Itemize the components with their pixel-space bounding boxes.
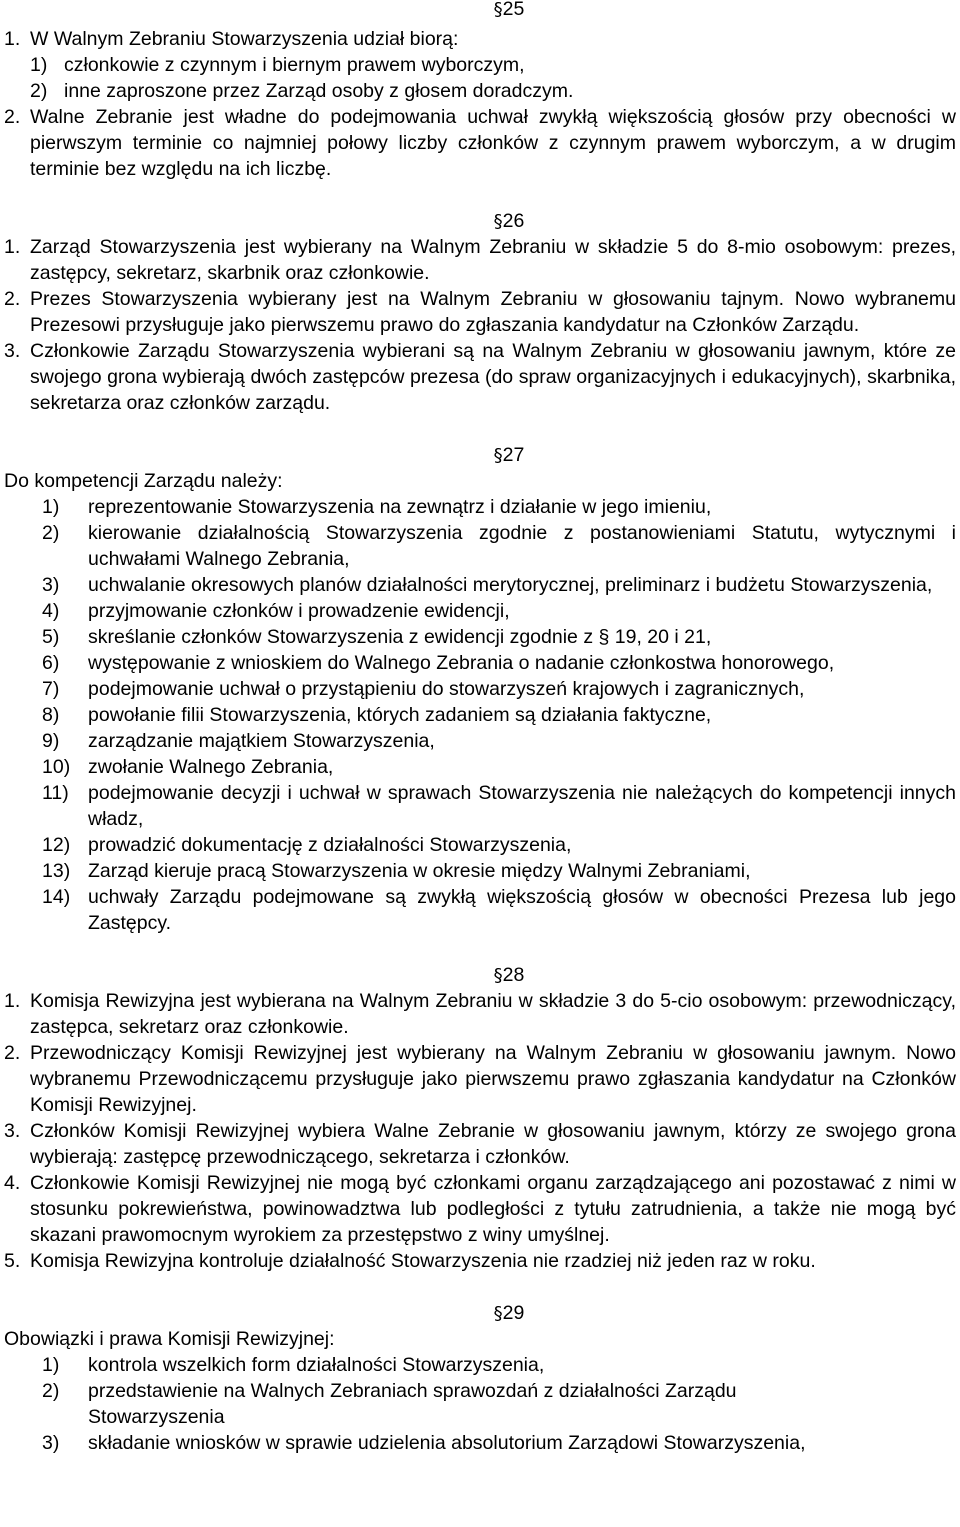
list-item-27-11	[4, 780, 956, 832]
section-heading-27	[4, 442, 956, 468]
paragraph-number: 1.	[4, 28, 21, 50]
list-item-27-5	[4, 624, 956, 650]
list-item-text: prowadzić dokumentację z działalności Stowarzyszenia,	[88, 834, 572, 856]
paragraph-26-3	[4, 338, 956, 416]
list-item-text: podejmowanie uchwał o przystąpieniu do stowarzyszeń krajowych i zagranicznych,	[88, 678, 805, 700]
list-item-27-1	[4, 494, 956, 520]
list-item-number: 9)	[42, 730, 60, 752]
paragraph-number: 3.	[4, 1120, 21, 1142]
paragraph-number: 2.	[4, 106, 21, 128]
list-item-number: 8)	[42, 704, 60, 726]
paragraph-26-2	[4, 286, 956, 338]
list-item-27-4	[4, 598, 956, 624]
paragraph-text: Zarząd Stowarzyszenia jest wybierany na Walnym Zebraniu w składzie 5 do 8-mio osobowym: prezes, zastępcy, sekretarz, skarbnik oraz członkowie.	[30, 236, 956, 284]
section-symbol: §	[493, 1303, 503, 1324]
section-number: 28	[502, 964, 525, 986]
list-item-27-6	[4, 650, 956, 676]
paragraph-number: 5.	[4, 1250, 21, 1272]
list-item-27-3	[4, 572, 956, 598]
list-item-number: 1)	[30, 54, 48, 76]
section-intro-29: Obowiązki i prawa Komisji Rewizyjnej:	[4, 1328, 335, 1350]
section-symbol: §	[493, 211, 503, 232]
list-item-27-2	[4, 520, 956, 572]
list-item-text: zwołanie Walnego Zebrania,	[88, 756, 334, 778]
list-item-text: reprezentowanie Stowarzyszenia na zewnątrz i działanie w jego imieniu,	[88, 496, 712, 518]
section-number: 27	[502, 444, 525, 466]
section-number: 25	[502, 0, 525, 20]
list-item-text: podejmowanie decyzji i uchwał w sprawach Stowarzyszenia nie należących do kompetencji innych władz,	[88, 782, 956, 830]
list-item-29-3	[4, 1430, 956, 1456]
section-intro-27: Do kompetencji Zarządu należy:	[4, 470, 283, 492]
paragraph-number: 1.	[4, 990, 21, 1012]
paragraph-28-5	[4, 1248, 956, 1274]
list-item-number: 3)	[42, 1432, 60, 1454]
list-item-number: 13)	[42, 860, 71, 882]
paragraph-text: Prezes Stowarzyszenia wybierany jest na Walnym Zebraniu w głosowaniu tajnym. Nowo wybranemu Prezesowi przysługuje jako pierwszemu prawo do zgłaszania kandydatur na Członków Zarządu.	[30, 288, 956, 336]
section-heading-25	[4, 0, 956, 26]
paragraph-text: Członkowie Komisji Rewizyjnej nie mogą być członkami organu zarządzającego ani pozostawać z nimi w stosunku pokrewieństwa, powinowadztwa lub podległości z tytułu zatrudnienia, a także nie mogą być skazani prawomocnym wyrokiem za przestępstwo z winy umyślnej.	[30, 1172, 956, 1246]
list-item-text: przyjmowanie członków i prowadzenie ewidencji,	[88, 600, 510, 622]
section-number: 26	[502, 210, 525, 232]
paragraph-number: 3.	[4, 340, 21, 362]
list-item-text: kierowanie działalnością Stowarzyszenia zgodnie z postanowieniami Statutu, wytycznymi i uchwałami Walnego Zebrania,	[88, 522, 956, 570]
list-item-27-13	[4, 858, 956, 884]
list-item-number: 12)	[42, 834, 71, 856]
paragraph-25-2	[4, 104, 956, 182]
list-item-number: 4)	[42, 600, 60, 622]
paragraph-text: Komisja Rewizyjna jest wybierana na Walnym Zebraniu w składzie 3 do 5-cio osobowym: przewodniczący, zastępca, sekretarz oraz członkowie.	[30, 990, 956, 1038]
paragraph-number: 1.	[4, 236, 21, 258]
list-item-text: uchwalanie okresowych planów działalności merytorycznej, preliminarz i budżetu Stowarzyszenia,	[88, 574, 933, 596]
list-item-text: uchwały Zarządu podejmowane są zwykłą większością głosów w obecności Prezesa lub jego Zastępcy.	[88, 886, 956, 934]
section-symbol: §	[493, 965, 503, 986]
list-item-27-7	[4, 676, 956, 702]
paragraph-28-1	[4, 988, 956, 1040]
list-item-text: występowanie z wnioskiem do Walnego Zebrania o nadanie członkostwa honorowego,	[88, 652, 835, 674]
section-heading-28	[4, 962, 956, 988]
list-item-27-9	[4, 728, 956, 754]
paragraph-text: Członków Komisji Rewizyjnej wybiera Walne Zebranie w głosowaniu jawnym, którzy ze swojego grona wybierają: zastępcę przewodniczącego, sekretarza i członków.	[30, 1120, 956, 1168]
paragraph-text: Przewodniczący Komisji Rewizyjnej jest wybierany na Walnym Zebraniu w głosowaniu jawnym. Nowo wybranemu Przewodniczącemu przysługuje jako pierwszemu prawo zgłaszania kandydatur na Członków Komisji Rewizyjnej.	[30, 1042, 956, 1116]
paragraph-28-3	[4, 1118, 956, 1170]
section-heading-26	[4, 208, 956, 234]
list-item-number: 2)	[42, 522, 60, 544]
list-item-number: 7)	[42, 678, 60, 700]
paragraph-text: W Walnym Zebraniu Stowarzyszenia udział biorą:	[30, 28, 459, 50]
statute-page	[4, 0, 956, 1456]
list-item-number: 11)	[42, 782, 69, 804]
paragraph-28-4	[4, 1170, 956, 1248]
list-item-25-2	[4, 78, 956, 104]
list-item-27-10	[4, 754, 956, 780]
paragraph-text: Walne Zebranie jest władne do podejmowania uchwał zwykłą większością głosów przy obecności w pierwszym terminie co najmniej połowy liczby członków z czynnym prawem wyborczym, a w drugim terminie bez względu na ich liczbę.	[30, 106, 956, 180]
paragraph-26-1	[4, 234, 956, 286]
list-item-29-2	[4, 1378, 956, 1430]
paragraph-28-2	[4, 1040, 956, 1118]
paragraph-number: 4.	[4, 1172, 21, 1194]
list-item-number: 1)	[42, 1354, 60, 1376]
list-item-29-1	[4, 1352, 956, 1378]
list-item-text: skreślanie członków Stowarzyszenia z ewidencji zgodnie z § 19, 20 i 21,	[88, 626, 712, 648]
paragraph-number: 2.	[4, 288, 21, 310]
section-symbol: §	[493, 0, 503, 20]
list-item-text: składanie wniosków w sprawie udzielenia absolutorium Zarządowi Stowarzyszenia,	[88, 1432, 806, 1454]
list-item-text: inne zaproszone przez Zarząd osoby z głosem doradczym.	[64, 80, 574, 102]
list-item-27-8	[4, 702, 956, 728]
list-item-text: kontrola wszelkich form działalności Stowarzyszenia,	[88, 1354, 545, 1376]
paragraph-25-1	[4, 26, 956, 52]
list-item-text: powołanie filii Stowarzyszenia, których zadaniem są działania faktyczne,	[88, 704, 712, 726]
section-heading-29	[4, 1300, 956, 1326]
list-item-27-12	[4, 832, 956, 858]
paragraph-text: Członkowie Zarządu Stowarzyszenia wybierani są na Walnym Zebraniu w głosowaniu jawnym, które ze swojego grona wybierają dwóch zastępców prezesa (do spraw organizacyjnych i edukacyjnych), skarbnika, sekretarza oraz członków zarządu.	[30, 340, 956, 414]
list-item-number: 6)	[42, 652, 60, 674]
list-item-number: 1)	[42, 496, 60, 518]
section-symbol: §	[493, 445, 503, 466]
list-item-number: 14)	[42, 886, 71, 908]
section-number: 29	[502, 1302, 525, 1324]
paragraph-text: Komisja Rewizyjna kontroluje działalność Stowarzyszenia nie rzadziej niż jeden raz w roku.	[30, 1250, 816, 1272]
list-item-number: 2)	[30, 80, 48, 102]
list-item-number: 5)	[42, 626, 60, 648]
list-item-25-1	[4, 52, 956, 78]
list-item-text: zarządzanie majątkiem Stowarzyszenia,	[88, 730, 435, 752]
paragraph-number: 2.	[4, 1042, 21, 1064]
list-item-number: 2)	[42, 1380, 60, 1402]
list-item-number: 10)	[42, 756, 71, 778]
list-item-text: Zarząd kieruje pracą Stowarzyszenia w okresie między Walnymi Zebraniami,	[88, 860, 751, 882]
list-item-27-14	[4, 884, 956, 936]
list-item-text: członkowie z czynnym i biernym prawem wyborczym,	[64, 54, 525, 76]
list-item-text: przedstawienie na Walnych Zebraniach sprawozdań z działalności Zarządu Stowarzyszenia	[88, 1380, 737, 1428]
list-item-number: 3)	[42, 574, 60, 596]
